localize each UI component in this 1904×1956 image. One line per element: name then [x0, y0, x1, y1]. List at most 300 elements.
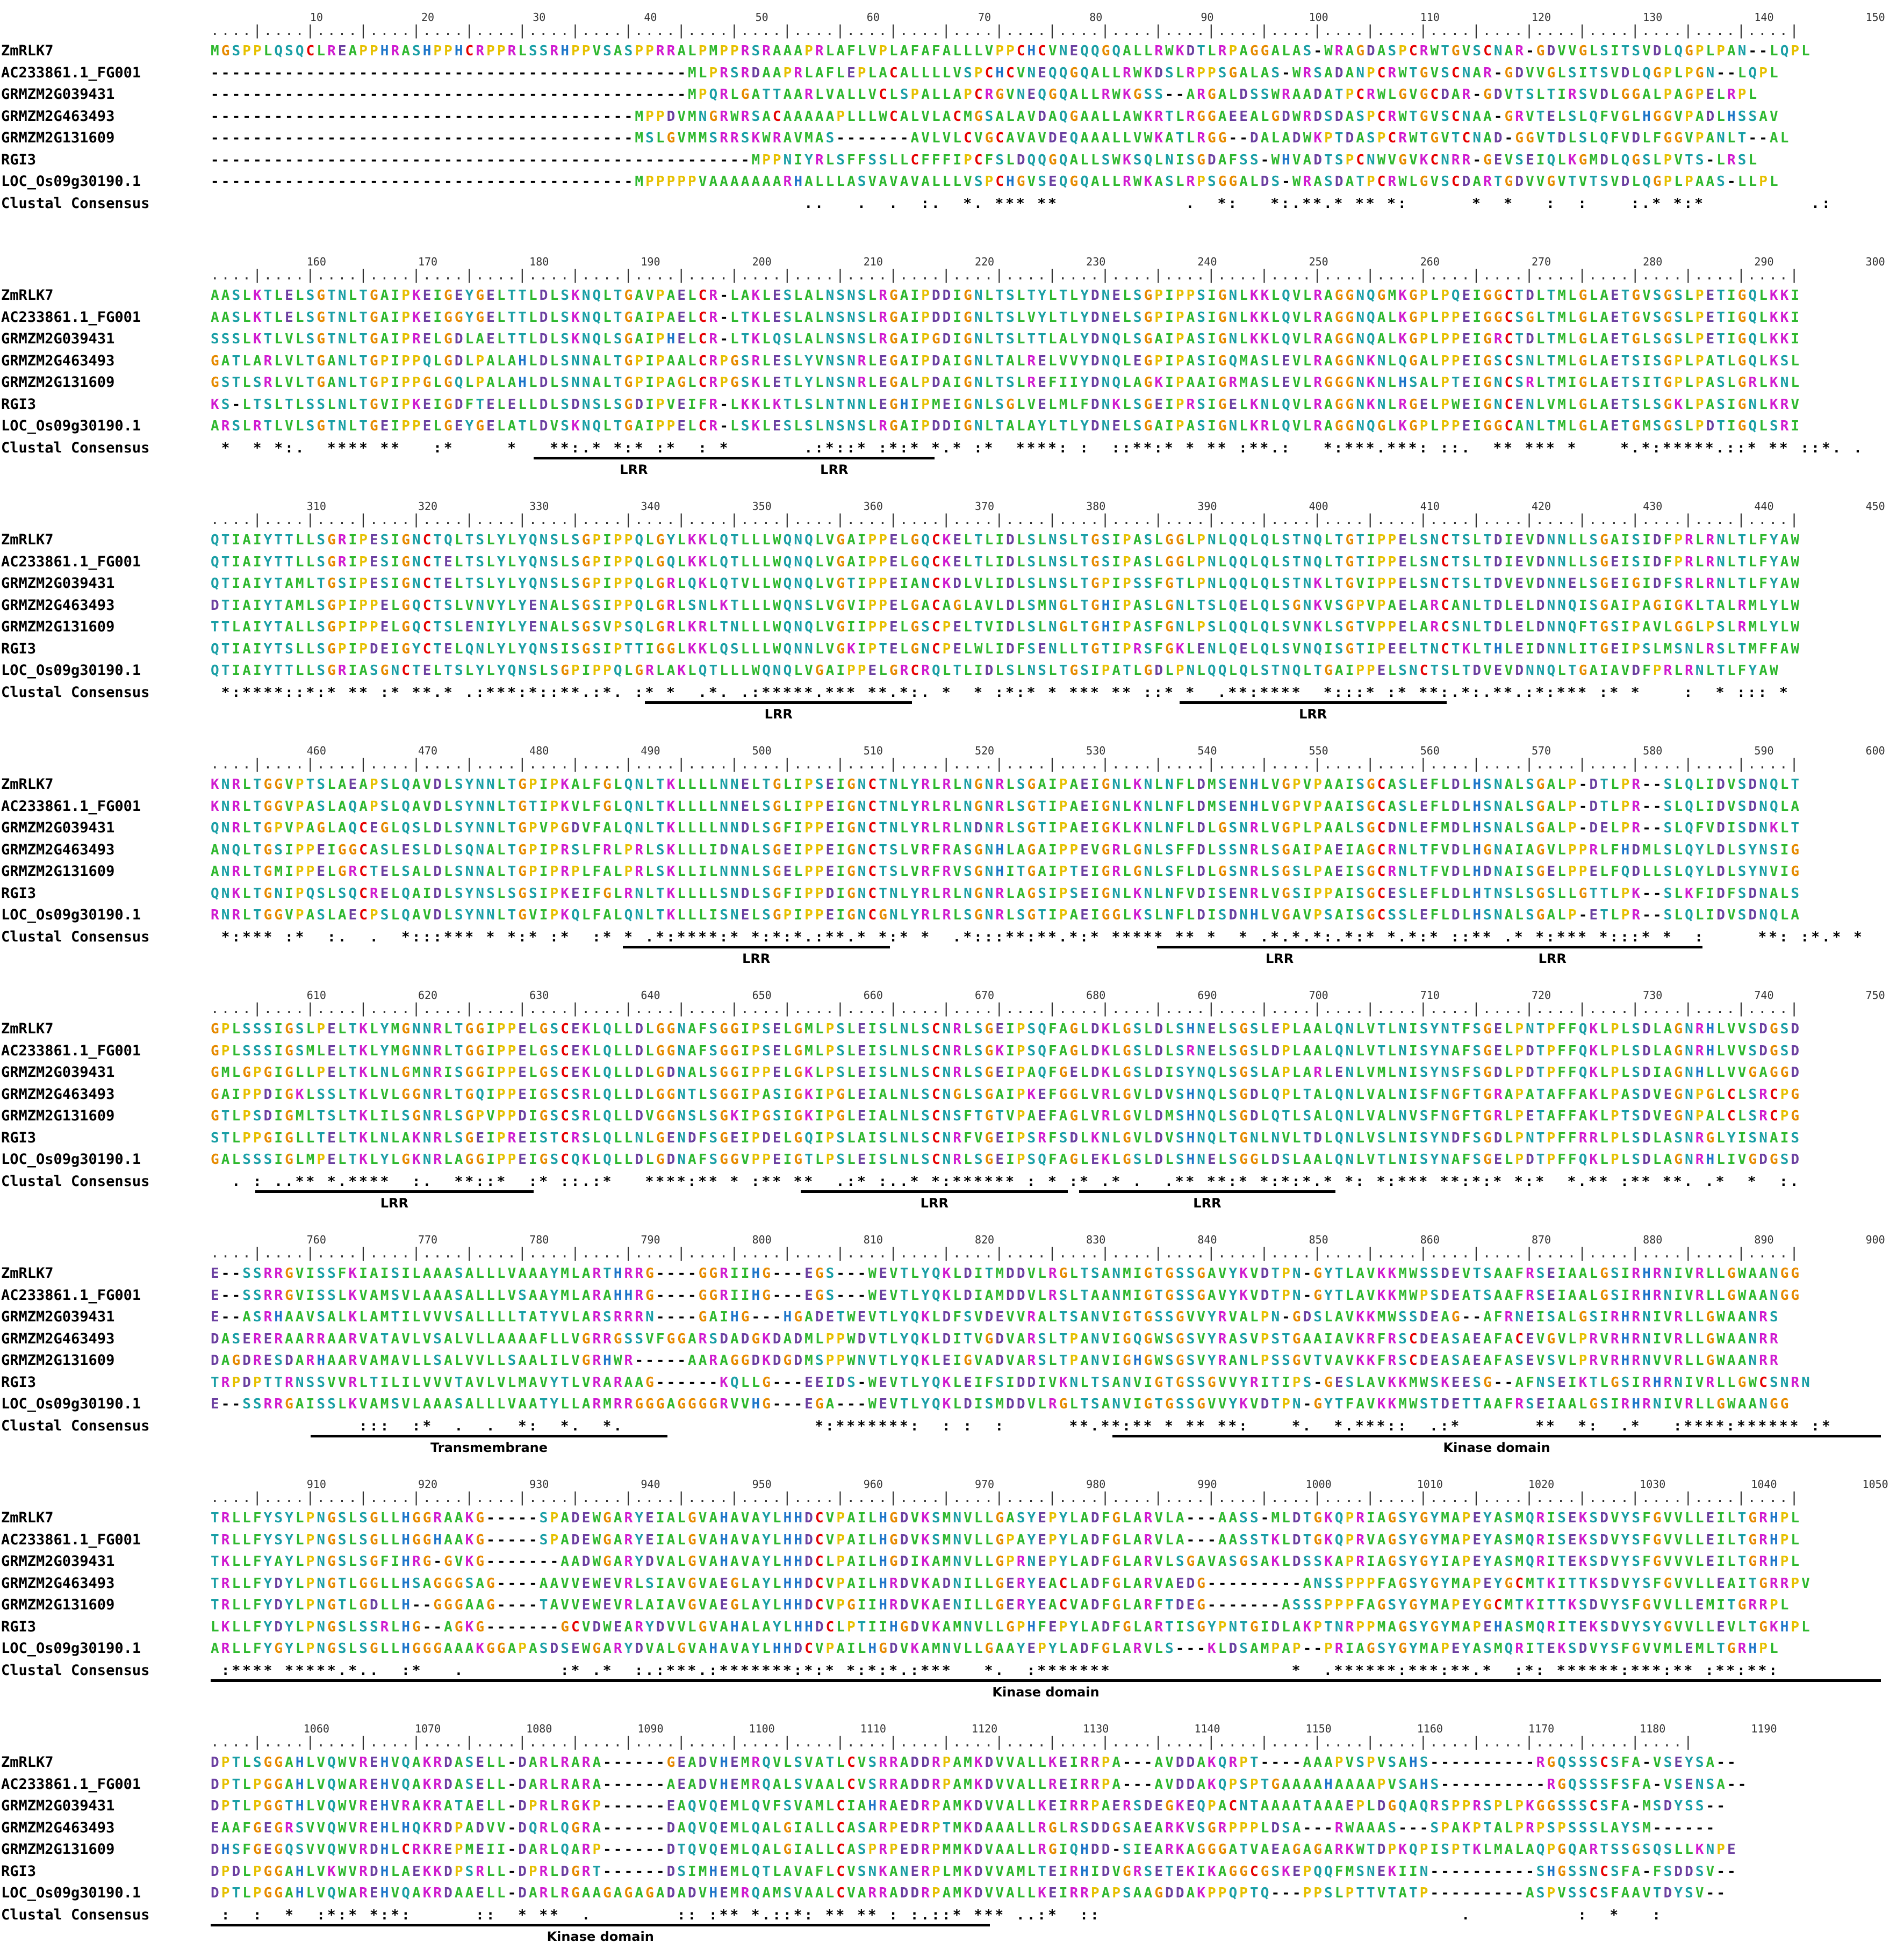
sequence-row [0, 1285, 1904, 1306]
alignment-block [0, 734, 1904, 978]
sequence-name: GRMZM2G039431 [1, 819, 115, 836]
aligned-sequence: QTIAIYTSLLSGPIPDEIGYCTELQNLYLYQNSISGSIPTTIGGLKKLQSLLLWQNNLVGKIPTELGNCPELWLIDFSENLLTGTIPRSFGKLENLQELQLSVNQISGTIPEELTNCTKLTHLEIDNNLITGEIPSLMSNLRSLTMFFAW [211, 641, 1802, 657]
aligned-sequence: KNRLTGGVPASLAQAPSLQAVDLSYNNLTGTIPKVLFGLQNLTKLLLLNNELSGLIPPEIGNCTNLYRLRLNGNRLSGTIPAEIGNLKNLNFLDMSENHLVGPVPAAISGCASLEFLDLHSNALSGALP-DTLPR--SLQLIDVSDNQLA [211, 798, 1802, 815]
ruler-tick: 980 [1086, 1478, 1106, 1491]
ruler-tick: 810 [863, 1233, 883, 1246]
aligned-sequence: RNRLTGGVPASLAECPSLQAVDLSYNNLTGVIPKQLFALQNLTKLLLISNELSGPIPPEIGNCGNLYRLRLSGNRLSGTIPAEIGGLKSLNFLDISDNHLVGAVPSAISGCSSLEFLDLHSNALSGALP-ETLPR--SLQLIDVSDNQLA [211, 907, 1802, 923]
ruler-tick: 230 [1086, 255, 1106, 268]
sequence-row [0, 1882, 1904, 1904]
ruler-tick: 990 [1197, 1478, 1217, 1491]
sequence-name: LOC_Os09g30190.1 [1, 1151, 141, 1168]
sequence-name: GRMZM2G131609 [1, 1108, 115, 1124]
consensus-row [0, 1415, 1904, 1437]
consensus-sequence: :**** *****.*.. :* . :* .* :.:***.:*******:*:* *:*:*.:*** *. :******* * .******:***:**.* :*: ******:***:** :**:**: [211, 1662, 1780, 1679]
aligned-sequence: QNKLTGNIPQSLSQCRELQAIDLSYNSLSGSIPKEIFGLRNLTKLLLLSNDLSGFIPPDIGNCTNLYRLRLNGNRLAGSIPSEIGNLKNLNFVDISENRLVGSIPPAISGCESLEFLDLHTNSLSGSLLGTTLPK--SLKFIDFSDNALS [211, 885, 1802, 902]
sequence-name: AC233861.1_FG001 [1, 1286, 141, 1304]
sequence-row [0, 1018, 1904, 1040]
aligned-sequence: ----------------------------------------MSLGVMMSRRSKWRAVMAS-------AVLVLCVGCAVAVDEQAAALLVWKATLRGG--DALADWKPTDASPCRWTGVTCNAD-GGVTDLSLQFVDLFGGVPANLT--AL [211, 130, 1791, 146]
ruler-tick: 270 [1531, 255, 1551, 268]
sequence-row [0, 307, 1904, 328]
sequence-row [0, 1127, 1904, 1149]
ruler-tick: 630 [529, 989, 549, 1002]
sequence-row [0, 1839, 1904, 1860]
ruler-tick: 530 [1086, 744, 1106, 757]
ruler-tick: 1090 [637, 1722, 664, 1735]
ruler-tick: 200 [752, 255, 772, 268]
domain-label: LRR [1299, 707, 1327, 722]
ruler-tick: 840 [1197, 1233, 1217, 1246]
sequence-row [0, 1817, 1904, 1839]
sequence-row [0, 1594, 1904, 1616]
domain-bar [801, 1190, 1068, 1193]
sequence-row [0, 1861, 1904, 1882]
ruler-tick: 520 [974, 744, 995, 757]
ruler-tick: 420 [1531, 500, 1551, 513]
aligned-sequence: MGSPPLQSQCLREAPPHRASHPPHCRPPRLSSRHPPVSASPPRRALPMPPRSRAAAPRLAFLVPLAFAFALLLVPPCHCVNEQQGQALLRWKDTLRPAGGALAS-WRAGDASPCRWTGVSCNAR-GDVVGLSITSVDLQGPLPAN--LQPL [211, 43, 1812, 59]
aligned-sequence: QTIAIYTTLLSGRIPESIGNCTELTSLYLYQNSLSGPIPPQLGQLKKLQTLLLWQNQLVGAIPPELGQCKELTLIDLSLNSLTGSIPASLGGLPNLQQLQLSTNQLTGTIPPELSNCTSLTDIEVDNNLLSGEISIDFPRLRNLTLFYAW [211, 553, 1802, 570]
aligned-sequence: DPTLPGGAHLVQWAREHVQAKRDAAELL-DARLRGAAGAGAGADADVHEMRQAMSVAALCVARRADDRPAMKDVVALLKEIRRPAPSAAGDDAKPPQPTQ---PPSLPTTVTATP---------ASPVSSCSFAAVTDYSV-- [211, 1885, 1728, 1901]
ruler-tick: 720 [1531, 989, 1551, 1002]
aligned-sequence: DPTLPGGTHLVQWVREHVRAKRATAELL-DPRLRGKP------EAQVQEMLQVFSVAMLCIAHRAEDRPAMKDVVALLKEIRRPAERSDEGKEQPACNTAAAATAAAEPLDGQAQRSPPRSPLPKGGSSSCSFA-MSDYSS-- [211, 1798, 1728, 1814]
ruler-dots: ....|....|....|....|....|....|....|....|....|....|....|....|....|....|....|....|....|....|....|....|....|....|....|....|....|....|....|....|....|....| [211, 23, 1801, 39]
ruler-tick: 1170 [1528, 1722, 1555, 1735]
domain-label: LRR [920, 1196, 949, 1211]
ruler-tick: 90 [1201, 11, 1214, 24]
consensus-row [0, 1660, 1904, 1681]
ruler-tick: 620 [418, 989, 438, 1002]
domain-bar [1180, 701, 1447, 704]
sequence-row [0, 861, 1904, 882]
sequence-row [0, 883, 1904, 904]
sequence-name: GRMZM2G039431 [1, 1064, 115, 1081]
ruler-tick: 30 [533, 11, 546, 24]
sequence-row [0, 774, 1904, 795]
ruler-tick: 1150 [1305, 1722, 1332, 1735]
ruler-tick: 940 [641, 1478, 660, 1491]
aligned-sequence: ----------------------------------------MPPDVMNGRWRSACAAAAAPLLLWCALVLACMGSALAVDAQGAALLAWKRTLRGGAEEALGDWRDSDASPCRWTGVSCNAA-GRVTELSLQFVGLHGGVPADLHSSAV [211, 108, 1780, 125]
sequence-row [0, 660, 1904, 681]
ruler-tick: 260 [1420, 255, 1440, 268]
domain-label: Kinase domain [1443, 1440, 1550, 1455]
ruler-tick: 960 [863, 1478, 883, 1491]
ruler-tick: 370 [974, 500, 995, 513]
aligned-sequence: QTIAIYTAMLTGSIPESIGNCTELTSLYLYQNSLSGPIPPQLGRLQKLQTVLLWQNQLVGTIPPEIANCKDLVLIDLSLNSLTGPIPSSFGTLPNLQQLQLSTNKLTGVIPPELSNCTSLTDVEVDNNELSGEIGIDFSRLRNLTLFYAW [211, 576, 1802, 592]
aligned-sequence: TRLLFYDYLPNGTLGGLLHSAGGGSAG----AAVVEWEVRLSIAVGVAEGLAYLHHDCVPAILHRDVKADNILLGERYEACLADFGLARVAEDG---------ANSSPPPFAGSYGYMAPEYGCMTKITTKSDVYSFGVVLLEAITGRRPV [211, 1575, 1812, 1592]
aligned-sequence: GTLPSDIGMLTSLTKLILSGNRLSGPVPPDIGSCSRLQLLDVGGNSLSGKIPGSIGKIPGLEIALNLSCNSFTGTVPAEFAGLVRLGVLDMSHNQLSGDLQTLSALQNLVALNVSFNGFTGRLPETAFFAKLPTSDVEGNPALCLSRCPG [211, 1108, 1802, 1124]
ruler-tick: 1010 [1417, 1478, 1443, 1491]
sequence-name: RGI3 [1, 1862, 37, 1880]
ruler-tick: 50 [755, 11, 768, 24]
ruler-tick: 1120 [971, 1722, 998, 1735]
ruler-tick: 740 [1754, 989, 1774, 1002]
aligned-sequence: KS-LTSLTLSSLNLTGVIPKEIGDFTELELLDLSDNSLSGDIPVEIFR-LKKLKTLSLNTNNLEGHIPMEIGNLSGLVELMLFDNKLSGEIPRSIGELKNLQVLRAGGNKNLRGELPWEIGNCENLVMLGLAETSLSGKLPASIGNLKRV [211, 396, 1802, 413]
ruler-tick: 330 [529, 500, 549, 513]
aligned-sequence: GSTLSRLVLTGANLTGPIPPGLGQLPALAHLDLSNNALTGPIPAGLCRPGSKLETLYLNSNRLEGALPDAIGNLTSLREFIIYDNQLAGKIPAAIGRMASLEVLRGGGNKNLHSALPTEIGNCSRLTMIGLAETSITGPLPASLGRLKNL [211, 375, 1802, 391]
aligned-sequence: TKLLFYAYLPNGSLSGFIHRG-GVKG-------AADWGARYDVALGVAHAVAYLHHDCLPAILHGDIKAMNVLLGPRNEPYLADFGLARVLSGAVASGSAKLDSSKAPRIAGSYGYIAPEYASMQRITEKSDVYSFGVVVLEILTGRHPL [211, 1554, 1802, 1570]
ruler-tick: 300 [1865, 255, 1885, 268]
sequence-name: RGI3 [1, 1129, 37, 1146]
ruler-tick: 310 [306, 500, 326, 513]
ruler-tick: 750 [1865, 989, 1885, 1002]
ruler-tick: 120 [1531, 11, 1551, 24]
ruler-tick: 800 [752, 1233, 772, 1246]
sequence-row [0, 1507, 1904, 1529]
ruler-tick: 540 [1197, 744, 1217, 757]
ruler-tick: 400 [1309, 500, 1328, 513]
sequence-row [0, 839, 1904, 861]
ruler-tick: 390 [1197, 500, 1217, 513]
sequence-row [0, 595, 1904, 616]
sequence-name: LOC_Os09g30190.1 [1, 1396, 141, 1412]
alignment-block [0, 1222, 1904, 1467]
consensus-sequence: .. . . :. *. *** ** . *: *:.**.* ** *: * * : : :.* *:* .: [211, 195, 1833, 212]
ruler-tick: 180 [529, 255, 549, 268]
ruler-tick: 280 [1643, 255, 1663, 268]
aligned-sequence: AASLKTLELSGTNLTGAIPKEIGGYGELTTLDLSKNQLTGAIPAELCR-LTKLESLALNSNSLRGAIPDDIGNLTSLVYLTLYDNELSGPIPASIGNLKKLQVLRAGGNQALKGPLPPEIGGCSGLTMLGLAETGVSGSLPETIGQLKKI [211, 309, 1802, 326]
ruler-tick: 650 [752, 989, 772, 1002]
sequence-row [0, 573, 1904, 594]
sequence-row [0, 1263, 1904, 1284]
aligned-sequence: DTIAIYTAMLSGPIPPELGQCTSLVNVYLYENALSGSIPPQLGRLSNLKTLLLWQNSLVGVIPPELGACAGLAVLDLSMNGLTGHIPASLGNLTSLQELQLSGNKVSGPVPAELARCANLTDLELDNNQISGAIPAGIGKLTALRMLYLW [211, 597, 1802, 614]
ruler-tick: 1030 [1640, 1478, 1666, 1491]
sequence-row [0, 1573, 1904, 1594]
ruler-tick: 80 [1089, 11, 1103, 24]
aligned-sequence: GPLSSSIGSLPELTKLYMGNNRLTGGIPPELGSCEKLQLLDLGGNAFSGGIPSELGMLPSLEISLNLSCNRLSGEIPSQFAGLDKLGSLDLSHNELSGSLEPLAALQNLVTLNISYNTFSGELPNTPFFQKLPLSDLAGNRHLVVSDGSD [211, 1021, 1802, 1037]
ruler-tick: 1110 [860, 1722, 886, 1735]
ruler-tick: 580 [1643, 744, 1663, 757]
ruler-tick: 770 [418, 1233, 438, 1246]
ruler-tick: 170 [418, 255, 438, 268]
ruler-tick: 40 [644, 11, 657, 24]
sequence-row [0, 127, 1904, 149]
alignment-block [0, 978, 1904, 1222]
aligned-sequence: ---------------------------------------------MLPRSRDAAPRLAFLEPLACALLLLVSPCHCVNEQQGQALLRWKDSLRPPSGALAS-WRSADANPCRWTGVSCNAR-GDVVGLSITSVDLQGPLPGN--LQPL [211, 64, 1780, 81]
aligned-sequence: TRLLFYSYLPNGSLSGLLHGGRAAKG-----SPADEWGARYEIALGVAHAVAYLHHDCVPAILHGDVKSMNVLLGASYEPYLADFGLARVLA---AASS-MLDTGKQPRIAGSYGYMAPEYASMQRISEKSDVYSFGVVLLEILTGRHPL [211, 1510, 1802, 1526]
aligned-sequence: ANQLTGSIPPEIGGCASLESLDLSQNALTGPIPRSLFRLPRLSKLLLIDNALSGEIPPEIGNCTSLVRFRASGNHLAGAIPPEVGRLGNLSFFDLSSNRLSGAIPAEIAGCRNLTFVDLHGNAIAGVLPPRLFHDMLSLQYLDLSYNSIG [211, 842, 1802, 858]
sequence-row [0, 638, 1904, 660]
sequence-name: Clustal Consensus [1, 1173, 150, 1190]
consensus-row [0, 437, 1904, 459]
sequence-row [0, 616, 1904, 638]
ruler-tick: 160 [306, 255, 326, 268]
sequence-name: Clustal Consensus [1, 684, 150, 701]
aligned-sequence: GPLSSSIGSMLELTKLYMGNNRLTGGIPPELGSCEKLQLLDLGGNAFSGGIPSELGMLPSLEISLNLSCNRLSGKIPSQFAGLDKLGSLDLSRNELSGSLDPLAALQNLVTLNISYNAFSGELPDTPFFQKLPLSDLAGNRHLVVSDGSD [211, 1042, 1802, 1059]
ruler-tick: 1080 [526, 1722, 552, 1735]
aligned-sequence: ARLLFYGYLPNGSLSGLLHGGGAAAKGGAPASDSEWGARYDVALGVAHAVAYLHHDCVPAILHGDVKAMNVLLGAAYEPYLADFGLARVLS---KLDSAMPAP--PRIAGSYGYMAPEYASMQRITEKSDVYSFGVVMLEMLTGRHPL [211, 1641, 1780, 1657]
ruler-dots: ....|....|....|....|....|....|....|....|....|....|....|....|....|....|....|....|....|....|....|....|....|....|....|....|....|....|....|....|....|....| [211, 267, 1801, 283]
aligned-sequence: GALSSSIGLMPELTKLYLGKNRLAGGIPPEIGSCQKLQLLDLGDNAFSGGVPPEIGTLPSLEISLNLSCNRLSGEIPSQFAGLEKLGSLDLSHNELSGGLDSLAALQNLVTLNISYNAFSGELPDTPFFQKLPLSDLAGNRHLIVGDGSD [211, 1152, 1802, 1168]
sequence-name: RGI3 [1, 640, 37, 657]
sequence-name: GRMZM2G463493 [1, 352, 115, 369]
sequence-name: GRMZM2G463493 [1, 596, 115, 614]
sequence-row [0, 328, 1904, 350]
ruler-tick: 680 [1086, 989, 1106, 1002]
sequence-name: LOC_Os09g30190.1 [1, 907, 141, 923]
aligned-sequence: AASLKTLELSGTNLTGAIPKEIGEYGELTTLDLSKNQLTGAVPAELCR-LAKLESLALNSNSLRGAIPDDIGNLTSLTYLTLYDNELSGPIPPSIGNLKKLQVLRAGGNQGMKGPLPQEIGGCTDLTMLGLAETGVSGSLPETIGQLKKI [211, 287, 1802, 304]
ruler-tick: 380 [1086, 500, 1106, 513]
ruler-tick: 430 [1643, 500, 1663, 513]
sequence-row [0, 62, 1904, 84]
sequence-name: GRMZM2G463493 [1, 1330, 115, 1347]
aligned-sequence: ---------------------------------------------------MPPNIYRLSFFSSLLCFFFIPCFSLDQQGQALLSWKSQLNISGDAFSS-WHVADTSPCNWVGVKCNRR-GEVSEIQLKGMDLQGSLPVTS-LRSL [211, 152, 1759, 168]
aligned-sequence: QTIAIYTTLLSGRIPESIGNCTQLTSLYLYQNSLSGPIPPQLGYLKKLQTLLLWQNQLVGAIPPELGQCKELTLIDLSLNSLTGSIPASLGGLPNLQQLQLSTNQLTGTIPPELSNCTSLTDIEVDNNLLSGAISIDFPRLRNLTLFYAW [211, 532, 1802, 548]
ruler-tick: 450 [1865, 500, 1885, 513]
aligned-sequence: ----------------------------------------MPPPPPVAAAAAAARHALLLASVAVAVALLLVSPCHGVSEQGQALLRWKASLRPSGGALDS-WRASDATPCRWLGVSCDARTGDVVGVTVTSVDLQGPLPAAS-LLPL [211, 174, 1780, 190]
sequence-row [0, 1393, 1904, 1415]
domain-bar [1157, 946, 1402, 948]
domain-bar [645, 701, 912, 704]
sequence-name: GRMZM2G039431 [1, 1553, 115, 1570]
ruler-tick: 320 [418, 500, 438, 513]
sequence-row [0, 1795, 1904, 1817]
domain-label: LRR [380, 1196, 409, 1211]
sequence-name: RGI3 [1, 395, 37, 413]
domain-bar [534, 457, 734, 459]
sequence-name: Clustal Consensus [1, 1662, 150, 1679]
sequence-name: GRMZM2G131609 [1, 1841, 115, 1858]
domain-label: LRR [764, 707, 793, 722]
sequence-row [0, 1638, 1904, 1659]
ruler-tick: 890 [1754, 1233, 1774, 1246]
ruler-tick: 190 [641, 255, 660, 268]
sequence-name: RGI3 [1, 151, 37, 168]
sequence-row [0, 904, 1904, 926]
sequence-name: GRMZM2G039431 [1, 86, 115, 103]
sequence-name: ZmRLK7 [1, 1509, 54, 1526]
ruler-tick: 1160 [1417, 1722, 1443, 1735]
sequence-name: AC233861.1_FG001 [1, 308, 141, 326]
sequence-name: GRMZM2G131609 [1, 130, 115, 146]
sequence-row [0, 1040, 1904, 1062]
consensus-row [0, 682, 1904, 703]
domain-bar [211, 1924, 990, 1926]
ruler-tick: 1070 [414, 1722, 441, 1735]
sequence-name: AC233861.1_FG001 [1, 1531, 141, 1548]
ruler-tick: 460 [306, 744, 326, 757]
consensus-row [0, 1171, 1904, 1192]
domain-bar [255, 1190, 534, 1193]
aligned-sequence: DHSFGEGQSVVQWVRDHLCRKREPMEII-DARLQARP------DTQVQEMLQALGIALLCASPRPEDRPMMKDVAALLRGIQHDD-SIEARKAGGGATVAEAGAGARKWTDPKQPISPTKLMALAQPGQARTSSGSQSLLKNPE [211, 1842, 1738, 1858]
sequence-name: ZmRLK7 [1, 1020, 54, 1037]
ruler-tick: 790 [641, 1233, 660, 1246]
sequence-row [0, 1551, 1904, 1572]
ruler-tick: 510 [863, 744, 883, 757]
aligned-sequence: ARSLRTLVLSGTNLTGEIPPELGEYGELATLDVSKNQLTGAIPPELCR-LSKLESLSLNSNSLRGAIPDDIGNLTALAYLTLYDNELSGAIPASIGNLKRLQVLRAGGNQGLKGPLPPEIGGCANLTMLGLAETGMSGSLPDTIGQLSRI [211, 418, 1802, 434]
ruler-tick: 560 [1420, 744, 1440, 757]
ruler-tick: 950 [752, 1478, 772, 1491]
ruler-tick: 1060 [303, 1722, 329, 1735]
sequence-name: LOC_Os09g30190.1 [1, 662, 141, 679]
ruler-tick: 780 [529, 1233, 549, 1246]
domain-bar [311, 1435, 667, 1437]
sequence-name: GRMZM2G039431 [1, 575, 115, 592]
sequence-name: GRMZM2G463493 [1, 1085, 115, 1103]
aligned-sequence: E--SSRRGAISSLKVAMSVLAAASALLLVAATYLLARMRRGGGAGGGGRVVHG---EGA---WEVTLYQKLDISMDDVLRGLTSANVIGTGSSGVVYKVDTPN-GYTFAVKKMWSTDETTAAFRSEIAALGSIRHRNIVRLLGWAANGG [211, 1396, 1791, 1412]
domain-bar [1112, 1435, 1881, 1437]
sequence-name: GRMZM2G131609 [1, 863, 115, 880]
ruler-tick: 910 [306, 1478, 326, 1491]
aligned-sequence: E--SSRRGVISSLKVAMSVLAAASALLLVSAAYMLARAHHRG----GGRIIHG---EGS---WEVTLYQKLDIAMDDVLRSLTAANMIGTGSSGAVYKVDTPN-GYTLAVKKMWPSDEATSAAFRSEIAALGSIRHRNIVRLLGWAANGG [211, 1287, 1802, 1304]
sequence-row [0, 1372, 1904, 1393]
aligned-sequence: TRPDPTTRNSSVVRLTILILVVVTAVLVLMAVYTLVRARAAG------KQLLG---EEIDS-WEVTLYQKLEIFSIDDIVKNLTSANVIGTGSSGVVYRITIPS-GESLAVKKMWSKEESG--AFNSEIKTLGSIRHRNIVRLLGWCSNRN [211, 1374, 1812, 1391]
sequence-name: GRMZM2G463493 [1, 841, 115, 858]
ruler-dots: ....|....|....|....|....|....|....|....|....|....|....|....|....|....|....|....|....|....|....|....|....|....|....|....|....|....|....|....|....|....| [211, 1001, 1801, 1017]
ruler-tick: 500 [752, 744, 772, 757]
sequence-row [0, 1350, 1904, 1371]
ruler-tick: 240 [1197, 255, 1217, 268]
ruler-tick: 220 [974, 255, 995, 268]
domain-label: LRR [1538, 951, 1567, 966]
domain-bar [1079, 1190, 1335, 1193]
sequence-name: AC233861.1_FG001 [1, 64, 141, 81]
sequence-name: ZmRLK7 [1, 287, 54, 304]
ruler-tick: 410 [1420, 500, 1440, 513]
ruler-tick: 210 [863, 255, 883, 268]
sequence-name: LOC_Os09g30190.1 [1, 173, 141, 190]
sequence-name: RGI3 [1, 1373, 37, 1391]
ruler-tick: 730 [1643, 989, 1663, 1002]
sequence-row [0, 1149, 1904, 1170]
aligned-sequence: TTLAIYTALLSGPIPPELGQCTSLENIYLYENALSGSVPSQLGRLKRLTNLLLWQNQLVGIIPPELGSCPELTVIDLSLNGLTGHIPASFGNLPSLQQLQLSVNKLSGTVPPELARCSNLTDLELDNNQFTGSIPAVLGGLPSLRMLYLW [211, 619, 1802, 635]
domain-label: Transmembrane [430, 1440, 548, 1455]
sequence-row [0, 415, 1904, 437]
sequence-row [0, 1616, 1904, 1638]
alignment-block [0, 1467, 1904, 1712]
ruler-tick: 250 [1309, 255, 1328, 268]
sequence-name: ZmRLK7 [1, 1265, 54, 1282]
sequence-name: GRMZM2G463493 [1, 1819, 115, 1836]
sequence-row [0, 1328, 1904, 1350]
aligned-sequence: E--SSRRGVISSFKIAISILAAASALLLVAAAYMLARTHRRG----GGRIIHG---EGS---WEVTLYQKLDITMDDVLRGLTSANMIGTGSSGAVYKVDTPN-GYTLAVKKMWSSDEVTSAAFRSEIAALGSIRHRNIVRLLGWAANGG [211, 1265, 1802, 1282]
sequence-name: GRMZM2G131609 [1, 1352, 115, 1369]
sequence-name: AC233861.1_FG001 [1, 797, 141, 815]
aligned-sequence: QNRLTGPVPAGLAQCEGLQSLDLSYNNLTGPVPGDVFALQNLTKLLLLNNDLSGFIPPEIGNCTNLYRLRLNDNRLSGTIPAEIGKLKNLNFLDLGSNRLVGPLPAALSGCDNLEFMDLHSNALSGALP-DELPR--SLQFVDISDNKLT [211, 820, 1802, 836]
alignment-block [0, 1712, 1904, 1956]
aligned-sequence: EAAFGEGRSVVQWVREHLHQKRDPADVV-DQRLQGRA------DAQVQEMLQALGIALLCASARPEDRPTMKDAAALLRGLRSDDGSAEARKVSGRPPPLDSA---RWAAAS---SPAKPTALPRPSPSSSLAYSM------ [211, 1820, 1717, 1836]
domain-label: LRR [1265, 951, 1294, 966]
sequence-row [0, 817, 1904, 839]
domain-bar [734, 457, 935, 459]
domain-label: LRR [742, 951, 771, 966]
ruler-tick: 760 [306, 1233, 326, 1246]
ruler-tick: 150 [1865, 11, 1885, 24]
sequence-name: RGI3 [1, 884, 37, 902]
consensus-sequence: *:*** :* :. . *:::*** * *:* :* :* * .*:****:* *:*:*.:**.* *:* * .*:::**:**.*:* ***** ** * * .*.*.*:.*:* *.*:* ::** .* *:*** *:::* * : **: :*.* * [211, 929, 1864, 945]
sequence-row [0, 350, 1904, 372]
aligned-sequence: ---------------------------------------------MPQRLGATTAARLVALLVCLSPALLAPCRGVNEQGQALLRWKGSS--ARGALDSSWRAADATPCRWLGVGCDAR-GDVTSLTIRSVDLGGALPAGPELRPL [211, 87, 1759, 103]
ruler-tick: 480 [529, 744, 549, 757]
alignment-block [0, 244, 1904, 489]
aligned-sequence: DAGDRESDARHAARVAMAVLLSALVVLLSAALILVGRHWR-----AARAGGDKDGDMSPPWNVTLYQKLEIGVADVARSLTPANVIGHGWSGSVYRANLPSSGVTVAVKKFRSCDEASAEAFASEVSVLPRVRHRNVVRLLGWAANRR [211, 1353, 1780, 1369]
ruler-tick: 900 [1865, 1233, 1885, 1246]
ruler-tick: 490 [641, 744, 660, 757]
sequence-name: ZmRLK7 [1, 531, 54, 548]
sequence-name: ZmRLK7 [1, 42, 54, 59]
sequence-row [0, 1062, 1904, 1083]
sequence-row [0, 1306, 1904, 1328]
sequence-row [0, 84, 1904, 105]
sequence-row [0, 1752, 1904, 1773]
ruler-tick: 100 [1309, 11, 1328, 24]
sequence-row [0, 171, 1904, 192]
aligned-sequence: DPDLPGGAHLVKWVRDHLAEKKDPSRLL-DPRLDGRT------DSIMHEMLQTLAVAFLCVSNKANERPLMKDVVAMLTEIRHIDVGRSETEKIKAGGCGSKEPQQFMSNEKIIN----------SHGSSNCSFA-FSDDSV-- [211, 1863, 1738, 1880]
ruler-tick: 710 [1420, 989, 1440, 1002]
alignment-block [0, 0, 1904, 244]
aligned-sequence: LKLLFYDYLPNGSLSSRLHG--AGKG-------GCVDWEARYDVVLGVAHALAYLHHDCLPTIIHGDVKAMNVLLGPHFEPYLADFGLARTISGYPNTGIDLAKPTNRPPMAGSYGYMAPEHASMQRITEKSDVYSYGVVLLEVLTGKHPL [211, 1619, 1812, 1635]
sequence-name: AC233861.1_FG001 [1, 1775, 141, 1793]
domain-bar [1402, 946, 1702, 948]
sequence-name: GRMZM2G039431 [1, 330, 115, 347]
ruler-tick: 110 [1420, 11, 1440, 24]
ruler-tick: 1130 [1083, 1722, 1109, 1735]
ruler-tick: 1000 [1305, 1478, 1332, 1491]
consensus-row [0, 193, 1904, 214]
ruler-tick: 930 [529, 1478, 549, 1491]
ruler-tick: 690 [1197, 989, 1217, 1002]
sequence-name: Clustal Consensus [1, 1417, 150, 1434]
ruler-tick: 1180 [1640, 1722, 1666, 1735]
ruler-tick: 140 [1754, 11, 1774, 24]
ruler-tick: 290 [1754, 255, 1774, 268]
aligned-sequence: DPTLPGGAHLVQWAREHVQAKRDASELL-DARLRARA------AEADVHEMRQALSVAALCVSRRADDRPAMKDVVALLREIRRPA---AVDDAKQPSPTGAAAAHAAAAPVSAHS----------RGQSSSFSFA-VSENSA-- [211, 1776, 1749, 1793]
ruler-tick: 440 [1754, 500, 1774, 513]
ruler-tick: 340 [641, 500, 660, 513]
sequence-name: ZmRLK7 [1, 1754, 54, 1771]
ruler-tick: 60 [866, 11, 880, 24]
ruler-tick: 1040 [1751, 1478, 1777, 1491]
sequence-row [0, 1774, 1904, 1795]
sequence-row [0, 106, 1904, 127]
aligned-sequence: DASERERAARRAARVATAVLVSALVLLAAAAFLLVGRRGSSVFGGARSDADGKDADMLPPWDVTLYQKLDITVGDVARSLTPANVIGQGWSGSVYRASVPSTGAAIAVKRFRSCDEASAEAFACEVGVLPRVRHRNIVRLLGWAANRR [211, 1331, 1780, 1347]
aligned-sequence: TRLLFYDYLPNGTLGDLLH--GGGAAG----TAVVEWEVRLAIAVGVAEGLAYLHHDCVPGIIHRDVKAENILLGERYEACVADFGLARFTDEG-------ASSSPPPFAGSYGYMAPEYGCMTKITTKSDVYSFGVVLLEMITGRRPL [211, 1597, 1791, 1613]
sequence-name: LOC_Os09g30190.1 [1, 1885, 141, 1901]
ruler-tick: 550 [1309, 744, 1328, 757]
ruler-tick: 920 [418, 1478, 438, 1491]
sequence-name: GRMZM2G131609 [1, 1597, 115, 1613]
ruler-tick: 870 [1531, 1233, 1551, 1246]
ruler-dots: ....|....|....|....|....|....|....|....|....|....|....|....|....|....|....|....|....|....|....|....|....|....|....|....|....|....|....|....|....|....| [211, 1490, 1801, 1506]
domain-label: LRR [820, 462, 849, 477]
sequence-name: LOC_Os09g30190.1 [1, 418, 141, 434]
aligned-sequence: QTIAIYTTLLSGRIASGNCTELTSLYLYQNSLSGPIPPQLGRLAKLQTLLLWQNQLVGAIPPELGRCRQLTLIDLSLNSLTGSIPATLGDLPNLQQLQLSTNQLTGAIPPELSNCTSLTDVEVDNNQLTGAIAVDFPRLRNLTLFYAW [211, 663, 1780, 679]
sequence-name: AC233861.1_FG001 [1, 1042, 141, 1059]
consensus-sequence: * * *:. **** ** :* * **:.* *:* :* : * .:*::* :*:* *.* :* ****: : ::**:* * ** :**.: *:***.***: ::. ** *** * *.*:*****.::* ** ::*. . [211, 440, 1864, 456]
ruler-tick: 470 [418, 744, 438, 757]
ruler-tick: 570 [1531, 744, 1551, 757]
aligned-sequence: E--ASRHAAVSALKLAMTILVVVSALLLLTATYVLARSRRRN----GAIHG---HGADETWEVTLYQKLDFSVDEVVRALTSANVIGTGSSGVVYRVALPN-GDSLAVKKMWSSDEAG--AFRNEISALGSIRHRNIVRLLGWAANRS [211, 1309, 1780, 1325]
aligned-sequence: GATLARLVLTGANLTGPIPPQLGDLPALAHLDLSNNALTGPIPAALCRPGSRLESLYVNSNRLEGAIPDAIGNLTALRELVVYDNQLEGPIPASIGQMASLEVLRAGGNKNLQGALPPEIGSCSNLTMLGLAETSISGPLPATLGQLKSL [211, 353, 1802, 369]
aligned-sequence: ANRLTGMIPPELGRCTELSALDLSNNALTGPIPRPLFALPRLSKLLILNNNLSGELPPEIGNCTSLVRFRVSGNHITGAIPTEIGRLGNLSFLDLGSNRLSGSLPAEISGCRNLTFVDLHDNAISGELPPELFQDLLSLQYLDLSYNVIG [211, 864, 1802, 880]
ruler-dots: ....|....|....|....|....|....|....|....|....|....|....|....|....|....|....|....|....|....|....|....|....|....|....|....|....|....|....|....|....|....| [211, 756, 1801, 772]
ruler-tick: 600 [1865, 744, 1885, 757]
domain-label: LRR [620, 462, 648, 477]
domain-bar [211, 1679, 1881, 1682]
ruler-tick: 350 [752, 500, 772, 513]
sequence-name: LOC_Os09g30190.1 [1, 1640, 141, 1657]
sequence-name: GRMZM2G463493 [1, 107, 115, 125]
sequence-row [0, 796, 1904, 817]
ruler-dots: ....|....|....|....|....|....|....|....|....|....|....|....|....|....|....|....|....|....|....|....|....|....|....|....|....|....|....|....| [211, 1734, 1695, 1750]
ruler-tick: 590 [1754, 744, 1774, 757]
ruler-tick: 670 [974, 989, 995, 1002]
sequence-name: GRMZM2G131609 [1, 619, 115, 635]
ruler-tick: 1020 [1528, 1478, 1555, 1491]
domain-bar [623, 946, 890, 948]
sequence-row [0, 372, 1904, 393]
sequence-name: Clustal Consensus [1, 1906, 150, 1923]
consensus-sequence: . : ..** *.**** :. **::* :* ::.:* ****:** * :** ** .:* :..* *:****** : * :* .* . .** **:* *:*:*.* *: *:*** **:*:* *:* *.** :** **. .* * :. [211, 1173, 1812, 1190]
ruler-tick: 1100 [749, 1722, 775, 1735]
